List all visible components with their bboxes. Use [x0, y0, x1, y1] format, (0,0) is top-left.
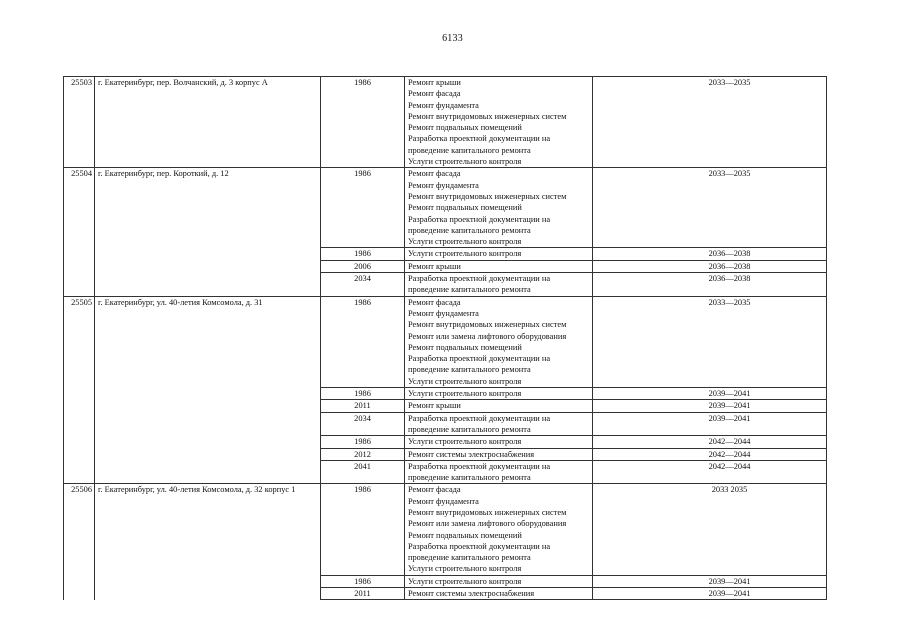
- works-cell: [405, 448, 593, 460]
- works-cell: [405, 436, 593, 448]
- object-address: г. Екатеринбург, ул. 40-летия Комсомола, д. 31: [95, 296, 321, 484]
- work-item: Ремонт системы электроснабжения: [408, 449, 535, 459]
- table-row: [64, 77, 827, 168]
- period-cell: 2033—2035: [593, 168, 827, 248]
- year-cell: 1986: [321, 296, 405, 387]
- work-item: Разработка проектной документации на: [408, 413, 551, 423]
- year-cell: 2011: [321, 588, 405, 600]
- work-item: Ремонт фундамента: [408, 308, 479, 318]
- works-cell: [405, 77, 593, 168]
- work-item: Разработка проектной документации на: [408, 134, 551, 144]
- work-item: Ремонт внутридомовых инженерных систем: [408, 191, 567, 201]
- period-cell: 2042—2044: [593, 436, 827, 448]
- works-cell: [405, 588, 593, 600]
- period-cell: 2033—2035: [593, 296, 827, 387]
- year-cell: 1986: [321, 388, 405, 400]
- work-item: Ремонт внутридомовых инженерных систем: [408, 507, 567, 517]
- period-cell: 2039—2041: [593, 400, 827, 412]
- work-item: Разработка проектной документации на: [408, 274, 551, 284]
- works-cell: [405, 575, 593, 587]
- table-row: [64, 168, 827, 248]
- period-cell: 2042—2044: [593, 448, 827, 460]
- work-item: проведение капитального ремонта: [408, 365, 531, 375]
- work-item: Ремонт или замена лифтового оборудования: [408, 331, 567, 341]
- year-cell: 2034: [321, 273, 405, 297]
- work-item: проведение капитального ремонта: [408, 225, 531, 235]
- work-item: Ремонт подвальных помещений: [408, 123, 522, 133]
- work-item: Ремонт подвальных помещений: [408, 342, 522, 352]
- period-cell: 2036—2038: [593, 273, 827, 297]
- work-item: Разработка проектной документации на: [408, 461, 551, 471]
- year-cell: 2012: [321, 448, 405, 460]
- object-number: 25503: [64, 77, 95, 168]
- year-cell: 2006: [321, 260, 405, 272]
- work-item: Ремонт крыши: [408, 261, 461, 271]
- work-item: Ремонт фундамента: [408, 180, 479, 190]
- object-number: 25505: [64, 296, 95, 484]
- work-item: Ремонт фасада: [408, 485, 461, 495]
- table-body: [64, 77, 827, 600]
- work-item: Ремонт крыши: [408, 401, 461, 411]
- works-cell: [405, 260, 593, 272]
- year-cell: 1986: [321, 484, 405, 575]
- work-item: Услуги строительного контроля: [408, 157, 522, 167]
- works-cell: [405, 460, 593, 484]
- works-cell: [405, 400, 593, 412]
- work-item: Ремонт фасада: [408, 89, 461, 99]
- works-cell: [405, 296, 593, 387]
- year-cell: 1986: [321, 168, 405, 248]
- object-address: г. Екатеринбург, пер. Волчанский, д. 3 корпус А: [95, 77, 321, 168]
- work-item: Ремонт подвальных помещений: [408, 530, 522, 540]
- period-cell: 2039—2041: [593, 588, 827, 600]
- works-cell: [405, 484, 593, 575]
- table-row: [64, 296, 827, 387]
- year-cell: 1986: [321, 248, 405, 260]
- works-cell: [405, 412, 593, 436]
- year-cell: 2011: [321, 400, 405, 412]
- work-item: Услуги строительного контроля: [408, 437, 522, 447]
- work-item: Услуги строительного контроля: [408, 376, 522, 386]
- works-cell: [405, 388, 593, 400]
- period-cell: 2033—2035: [593, 77, 827, 168]
- work-item: проведение капитального ремонта: [408, 473, 531, 483]
- work-item: Разработка проектной документации на: [408, 354, 551, 364]
- object-number: 25504: [64, 168, 95, 296]
- work-item: Ремонт фундамента: [408, 496, 479, 506]
- year-cell: 2034: [321, 412, 405, 436]
- work-item: Ремонт или замена лифтового оборудования: [408, 519, 567, 529]
- year-cell: 1986: [321, 436, 405, 448]
- capital-repair-table: [63, 76, 827, 600]
- period-cell: 2039—2041: [593, 575, 827, 587]
- work-item: проведение капитального ремонта: [408, 285, 531, 295]
- object-number: 25506: [64, 484, 95, 600]
- work-item: Ремонт крыши: [408, 78, 461, 87]
- works-cell: [405, 168, 593, 248]
- work-item: Ремонт внутридомовых инженерных систем: [408, 320, 567, 330]
- work-item: Услуги строительного контроля: [408, 576, 522, 586]
- work-item: Разработка проектной документации на: [408, 541, 551, 551]
- work-item: Услуги строительного контроля: [408, 389, 522, 399]
- work-item: Ремонт фасада: [408, 169, 461, 179]
- work-item: Разработка проектной документации на: [408, 214, 551, 224]
- work-item: Услуги строительного контроля: [408, 564, 522, 574]
- work-item: Ремонт фасада: [408, 297, 461, 307]
- work-item: проведение капитального ремонта: [408, 553, 531, 563]
- period-cell: 2036—2038: [593, 248, 827, 260]
- object-address: г. Екатеринбург, пер. Короткий, д. 12: [95, 168, 321, 296]
- work-item: Услуги строительного контроля: [408, 237, 522, 247]
- work-item: Услуги строительного контроля: [408, 249, 522, 259]
- work-item: проведение капитального ремонта: [408, 145, 531, 155]
- works-cell: [405, 248, 593, 260]
- period-cell: 2033 2035: [593, 484, 827, 575]
- object-address: г. Екатеринбург, ул. 40-летия Комсомола, д. 32 корпус 1: [95, 484, 321, 600]
- year-cell: 1986: [321, 77, 405, 168]
- work-item: проведение капитального ремонта: [408, 424, 531, 434]
- work-item: Ремонт фундамента: [408, 100, 479, 110]
- period-cell: 2039—2041: [593, 412, 827, 436]
- table-row: [64, 484, 827, 575]
- work-item: Ремонт системы электроснабжения: [408, 589, 535, 599]
- work-item: Ремонт подвальных помещений: [408, 203, 522, 213]
- period-cell: 2036—2038: [593, 260, 827, 272]
- year-cell: 2041: [321, 460, 405, 484]
- page-number: 6133: [442, 33, 463, 44]
- year-cell: 1986: [321, 575, 405, 587]
- work-item: Ремонт внутридомовых инженерных систем: [408, 111, 567, 121]
- period-cell: 2042—2044: [593, 460, 827, 484]
- period-cell: 2039—2041: [593, 388, 827, 400]
- works-cell: [405, 273, 593, 297]
